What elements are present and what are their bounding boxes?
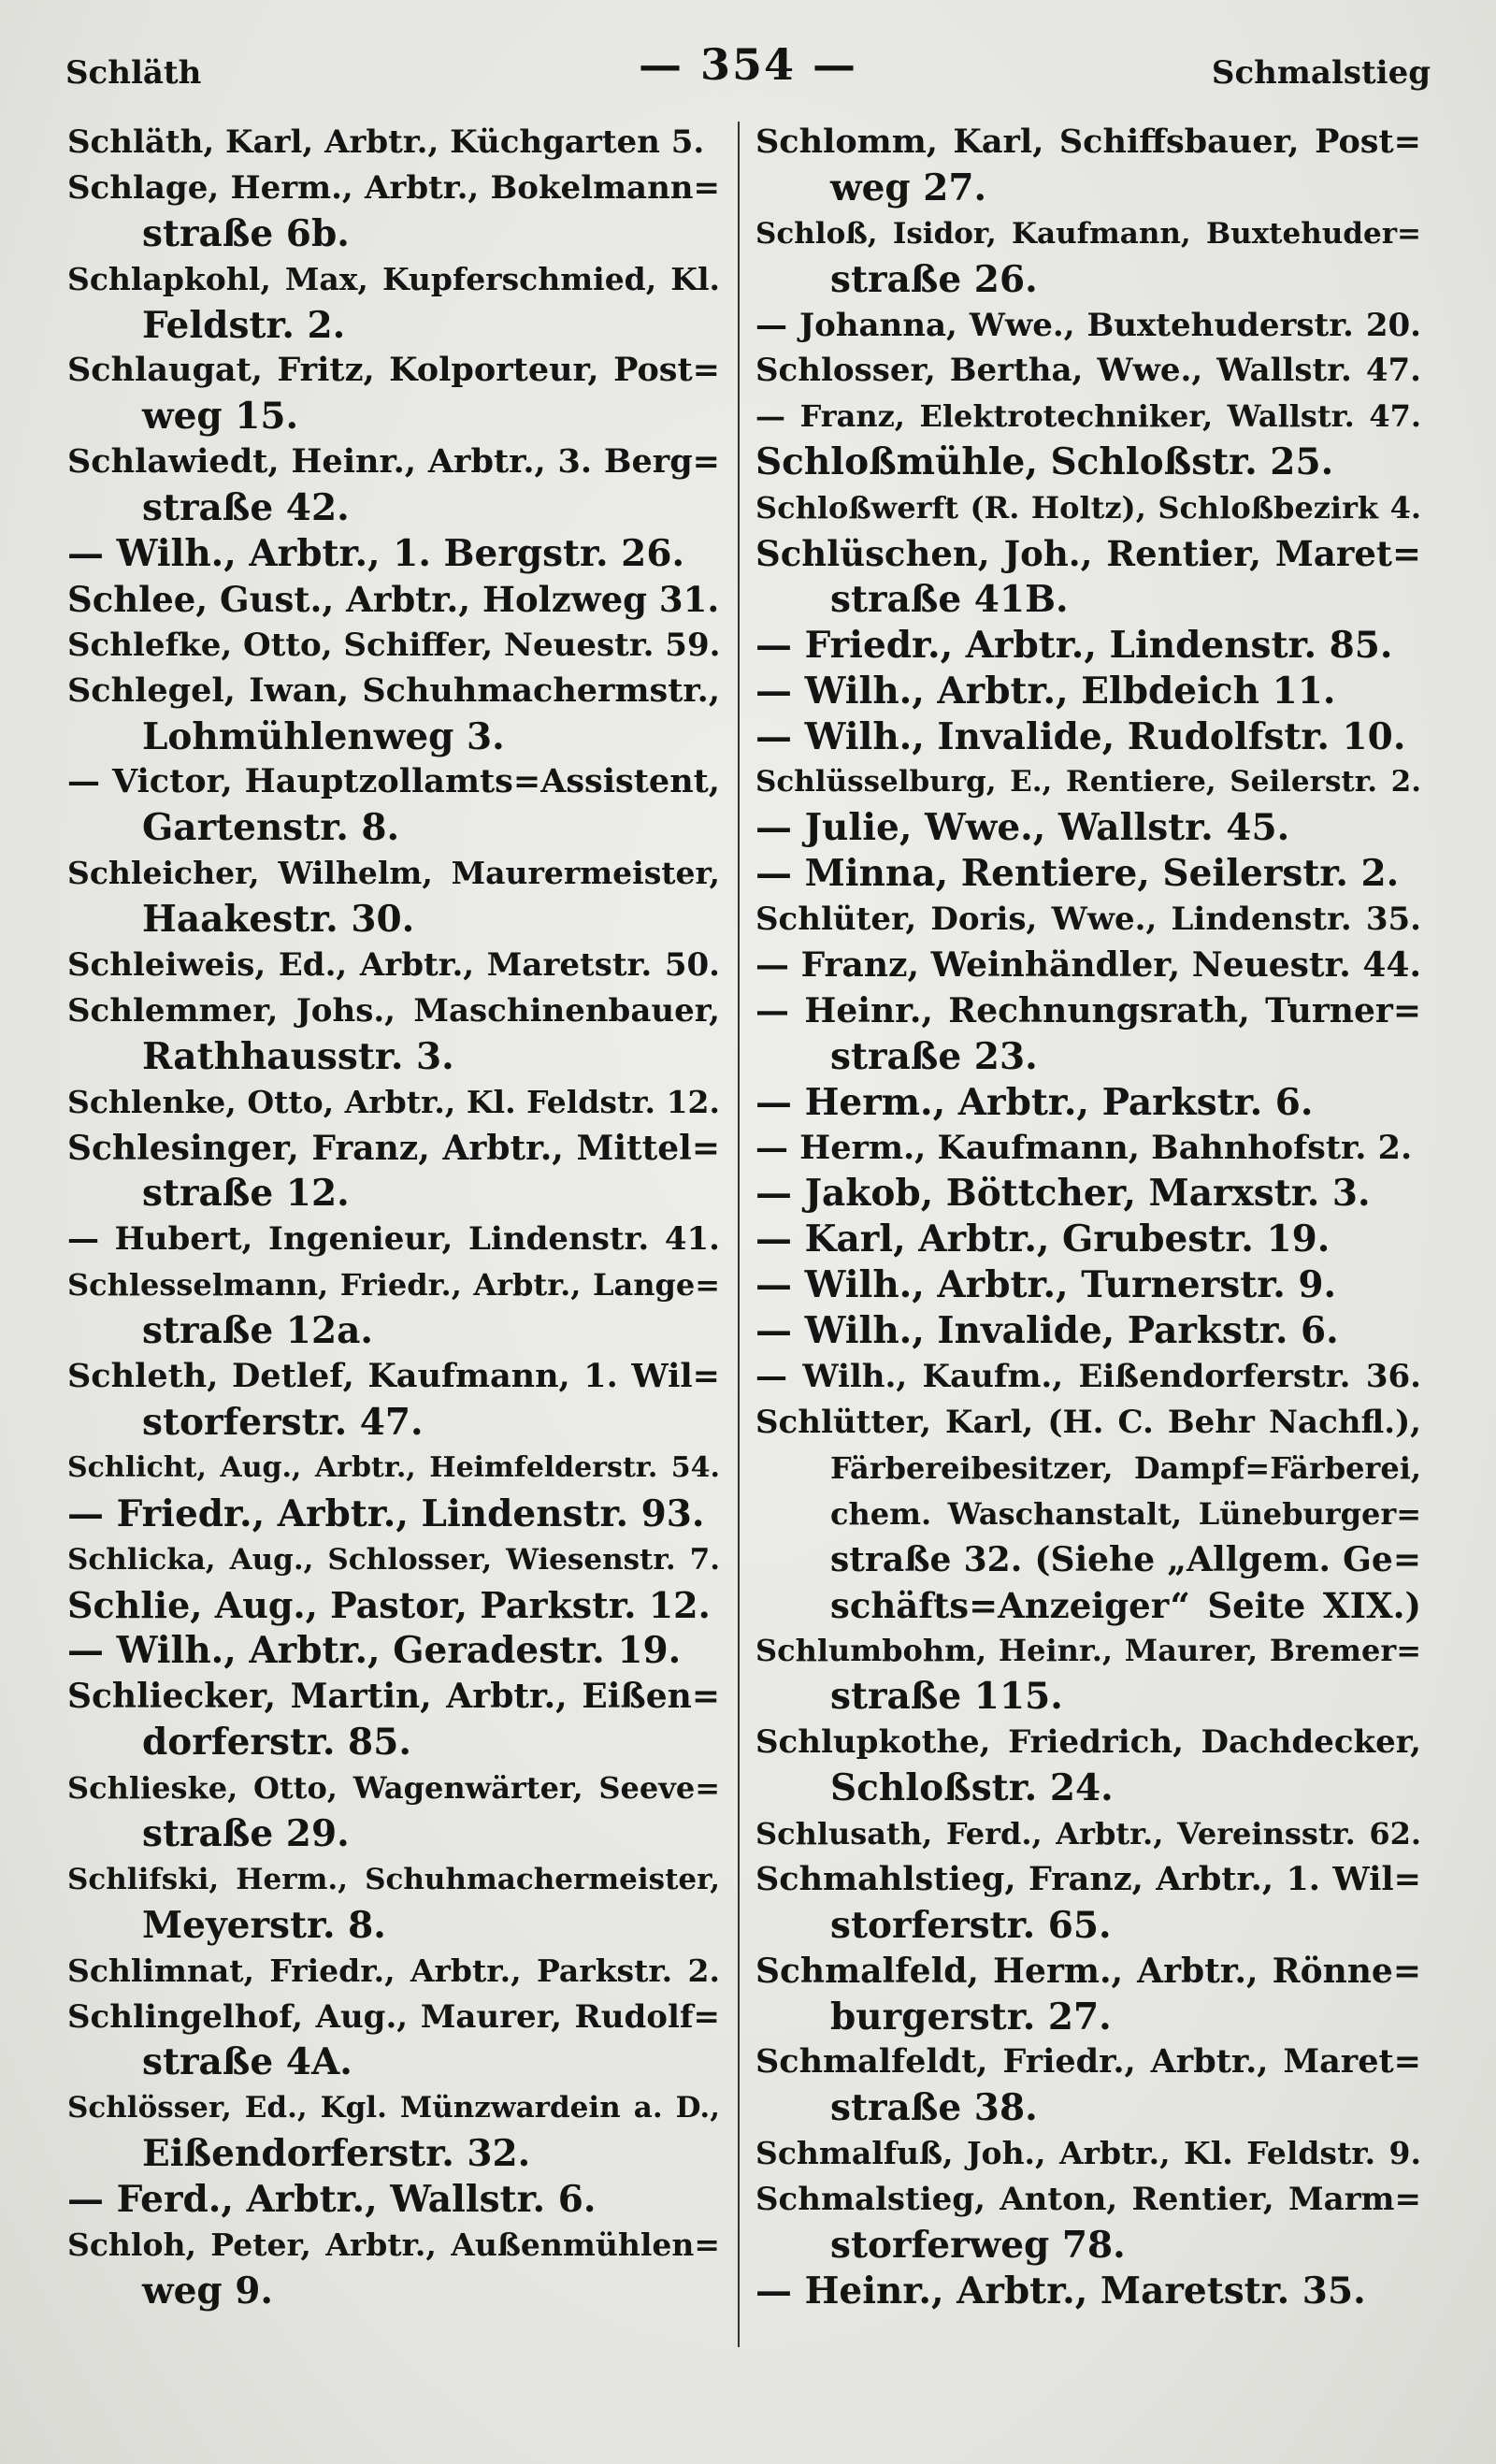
directory-entry-line: weg 15. — [142, 395, 299, 439]
directory-entry-line: — Minna, Rentiere, Seilerstr. 2. — [755, 852, 1400, 896]
directory-entry-line: Schlefke, Otto, Schiffer, Neuestr. 59. — [67, 626, 720, 664]
directory-entry-line: Schloßstr. 24. — [830, 1766, 1114, 1810]
directory-entry-line: — Wilh., Invalide, Parkstr. 6. — [755, 1309, 1339, 1353]
directory-entry-line: Meyerstr. 8. — [142, 1903, 386, 1947]
directory-entry-line: straße 32. (Siehe „Allgem. Ge= — [830, 1539, 1421, 1579]
directory-entry-line: straße 115. — [830, 1675, 1063, 1719]
directory-entry-line: weg 9. — [142, 2269, 273, 2313]
directory-entry-line: Schloßmühle, Schloßstr. 25. — [755, 440, 1334, 484]
directory-entry-line: — Jakob, Böttcher, Marxstr. 3. — [755, 1172, 1371, 1216]
directory-entry-line: storferstr. 65. — [830, 1903, 1112, 1947]
directory-entry-line: — Hubert, Ingenieur, Lindenstr. 41. — [67, 1220, 720, 1259]
directory-entry-line: chem. Waschanstalt, Lüneburger= — [830, 1495, 1421, 1532]
directory-entry-line: Gartenstr. 8. — [142, 806, 400, 850]
directory-entry-line: Schleth, Detlef, Kaufmann, 1. Wil= — [67, 1357, 720, 1396]
directory-entry-line: Schloßwerft (R. Holtz), Schloßbezirk 4. — [755, 490, 1421, 526]
directory-entry-line: Schlegel, Iwan, Schuhmachermstr., — [67, 670, 720, 710]
directory-entry-line: Schlemmer, Johs., Maschinenbauer, — [67, 991, 720, 1030]
left-column — [67, 120, 720, 2314]
directory-entry-line: Schlüsselburg, E., Rentiere, Seilerstr. 2. — [755, 765, 1421, 800]
directory-entry-line: — Wilh., Arbtr., Turnerstr. 9. — [755, 1263, 1337, 1307]
directory-entry-line: — Herm., Kaufmann, Bahnhofstr. 2. — [755, 1128, 1413, 1167]
directory-entry-line: Schlicka, Aug., Schlosser, Wiesenstr. 7. — [67, 1542, 720, 1577]
directory-entry-line: Schlüter, Doris, Wwe., Lindenstr. 35. — [755, 901, 1421, 939]
directory-entry-line: weg 27. — [830, 166, 987, 209]
directory-entry-line: — Wilh., Kaufm., Eißendorferstr. 36. — [755, 1358, 1421, 1396]
directory-entry-line: Schmalfuß, Joh., Arbtr., Kl. Feldstr. 9. — [755, 2135, 1421, 2172]
directory-entry-line: Schlimnat, Friedr., Arbtr., Parkstr. 2. — [67, 1952, 720, 1989]
directory-entry-line: Schlösser, Ed., Kgl. Münzwardein a. D., — [67, 2091, 720, 2125]
directory-entry-line: — Heinr., Rechnungsrath, Turner= — [755, 990, 1421, 1030]
directory-entry-line: Schloß, Isidor, Kaufmann, Buxtehuder= — [755, 216, 1421, 251]
directory-entry-line: Schmalstieg, Anton, Rentier, Marm= — [755, 2181, 1421, 2219]
directory-entry-line: — Johanna, Wwe., Buxtehuderstr. 20. — [755, 306, 1421, 344]
directory-entry-line: straße 38. — [830, 2086, 1038, 2130]
directory-entry-line: Schlingelhof, Aug., Maurer, Rudolf= — [67, 1997, 720, 2036]
directory-entry-line: — Franz, Elektrotechniker, Wallstr. 47. — [755, 398, 1421, 435]
directory-entry-line: Rathhausstr. 3. — [142, 1034, 454, 1078]
directory-entry-line: — Ferd., Arbtr., Wallstr. 6. — [67, 2178, 597, 2222]
directory-entry-line: Schlosser, Bertha, Wwe., Wallstr. 47. — [755, 352, 1421, 390]
column-divider — [738, 122, 740, 2347]
directory-entry-line: — Franz, Weinhändler, Neuestr. 44. — [755, 945, 1421, 986]
directory-entry-line: Färbereibesitzer, Dampf=Färberei, — [830, 1449, 1421, 1486]
header-right-keyword: Schmalstieg — [1211, 54, 1431, 92]
directory-entry-line: straße 12a. — [142, 1309, 373, 1353]
directory-entry-line: Schlawiedt, Heinr., Arbtr., 3. Berg= — [67, 442, 720, 482]
directory-entry-line: Schläth, Karl, Arbtr., Küchgarten 5. — [67, 123, 705, 161]
directory-entry-line: straße 29. — [142, 1811, 350, 1855]
directory-entry-line: Schlumbohm, Heinr., Maurer, Bremer= — [755, 1633, 1421, 1669]
directory-entry-line: Schlomm, Karl, Schiffsbauer, Post= — [755, 122, 1421, 161]
directory-entry-line: Schlütter, Karl, (H. C. Behr Nachfl.), — [755, 1403, 1421, 1441]
directory-entry-line: Schmalfeld, Herm., Arbtr., Rönne= — [755, 1951, 1421, 1991]
directory-entry-line: Schmahlstieg, Franz, Arbtr., 1. Wil= — [755, 1859, 1421, 1898]
directory-entry-line: straße 26. — [830, 257, 1038, 301]
directory-entry-line: straße 12. — [142, 1172, 350, 1216]
directory-entry-line: schäfts=Anzeiger“ Seite XIX.) — [830, 1584, 1421, 1626]
directory-entry-line: Schleicher, Wilhelm, Maurermeister, — [67, 855, 720, 892]
directory-entry-line: Feldstr. 2. — [142, 303, 346, 347]
directory-entry-line: Schlie, Aug., Pastor, Parkstr. 12. — [67, 1583, 711, 1626]
directory-entry-line: Schloh, Peter, Arbtr., Außenmühlen= — [67, 2226, 720, 2263]
directory-entry-line: burgerstr. 27. — [830, 1995, 1112, 2039]
directory-entry-line: Schlupkothe, Friedrich, Dachdecker, — [755, 1723, 1421, 1762]
directory-entry-line: — Wilh., Invalide, Rudolfstr. 10. — [755, 714, 1406, 758]
directory-entry-line: Schliecker, Martin, Arbtr., Eißen= — [67, 1677, 720, 1717]
directory-entry-line: Schlüschen, Joh., Rentier, Maret= — [755, 533, 1421, 575]
directory-entry-line: — Karl, Arbtr., Grubestr. 19. — [755, 1218, 1331, 1261]
directory-entry-line: straße 41B. — [830, 577, 1069, 621]
page-header — [65, 36, 1431, 92]
directory-entry-line: Schlieske, Otto, Wagenwärter, Seeve= — [67, 1770, 720, 1807]
directory-entry-line: straße 6b. — [142, 211, 350, 255]
directory-entry-line: — Herm., Arbtr., Parkstr. 6. — [755, 1080, 1314, 1124]
directory-entry-line: Schlaugat, Fritz, Kolporteur, Post= — [67, 351, 720, 390]
directory-entry-line: Schlusath, Ferd., Arbtr., Vereinsstr. 62. — [755, 1815, 1421, 1852]
directory-entry-line: — Julie, Wwe., Wallstr. 45. — [755, 806, 1290, 850]
directory-entry-line: Schlesinger, Franz, Arbtr., Mittel= — [67, 1128, 720, 1168]
directory-entry-line: — Wilh., Arbtr., 1. Bergstr. 26. — [67, 532, 685, 576]
directory-entry-line: Schmalfeldt, Friedr., Arbtr., Maret= — [755, 2042, 1421, 2082]
directory-entry-line: — Victor, Hauptzollamts=Assistent, — [67, 762, 720, 801]
directory-entry-line: — Wilh., Arbtr., Elbdeich 11. — [755, 669, 1336, 713]
directory-entry-line: Lohmühlenweg 3. — [142, 714, 505, 758]
directory-entry-line: — Friedr., Arbtr., Lindenstr. 85. — [755, 623, 1393, 667]
directory-entry-line: Eißendorferstr. 32. — [142, 2132, 531, 2176]
directory-entry-line: Schlage, Herm., Arbtr., Bokelmann= — [67, 168, 720, 207]
directory-entry-line: — Heinr., Arbtr., Maretstr. 35. — [755, 2269, 1366, 2313]
page-number: — 354 — — [638, 39, 858, 90]
directory-entry-line: Schleiweis, Ed., Arbtr., Maretstr. 50. — [67, 946, 720, 985]
directory-entry-line: Schlesselmann, Friedr., Arbtr., Lange= — [67, 1267, 720, 1304]
right-column — [755, 120, 1421, 2314]
directory-entry-line: — Friedr., Arbtr., Lindenstr. 93. — [67, 1491, 705, 1535]
directory-entry-line: Schlapkohl, Max, Kupferschmied, Kl. — [67, 260, 720, 297]
directory-entry-line: Schlifski, Herm., Schuhmachermeister, — [67, 1862, 720, 1896]
directory-entry-line: Schlenke, Otto, Arbtr., Kl. Feldstr. 12. — [67, 1083, 720, 1120]
header-left-keyword: Schläth — [65, 54, 202, 92]
directory-entry-line: dorferstr. 85. — [142, 1721, 411, 1765]
directory-entry-line: storferstr. 47. — [142, 1400, 424, 1444]
directory-entry-line: straße 23. — [830, 1034, 1038, 1078]
directory-entry-line: straße 4A. — [142, 2040, 352, 2084]
directory-entry-line: Haakestr. 30. — [142, 898, 415, 942]
directory-entry-line: straße 42. — [142, 486, 350, 530]
directory-entry-line: Schlee, Gust., Arbtr., Holzweg 31. — [67, 578, 720, 620]
directory-entry-line: Schlicht, Aug., Arbtr., Heimfelderstr. 54. — [67, 1450, 720, 1484]
directory-entry-line: storferweg 78. — [830, 2223, 1126, 2267]
directory-entry-line: — Wilh., Arbtr., Geradestr. 19. — [67, 1629, 682, 1673]
